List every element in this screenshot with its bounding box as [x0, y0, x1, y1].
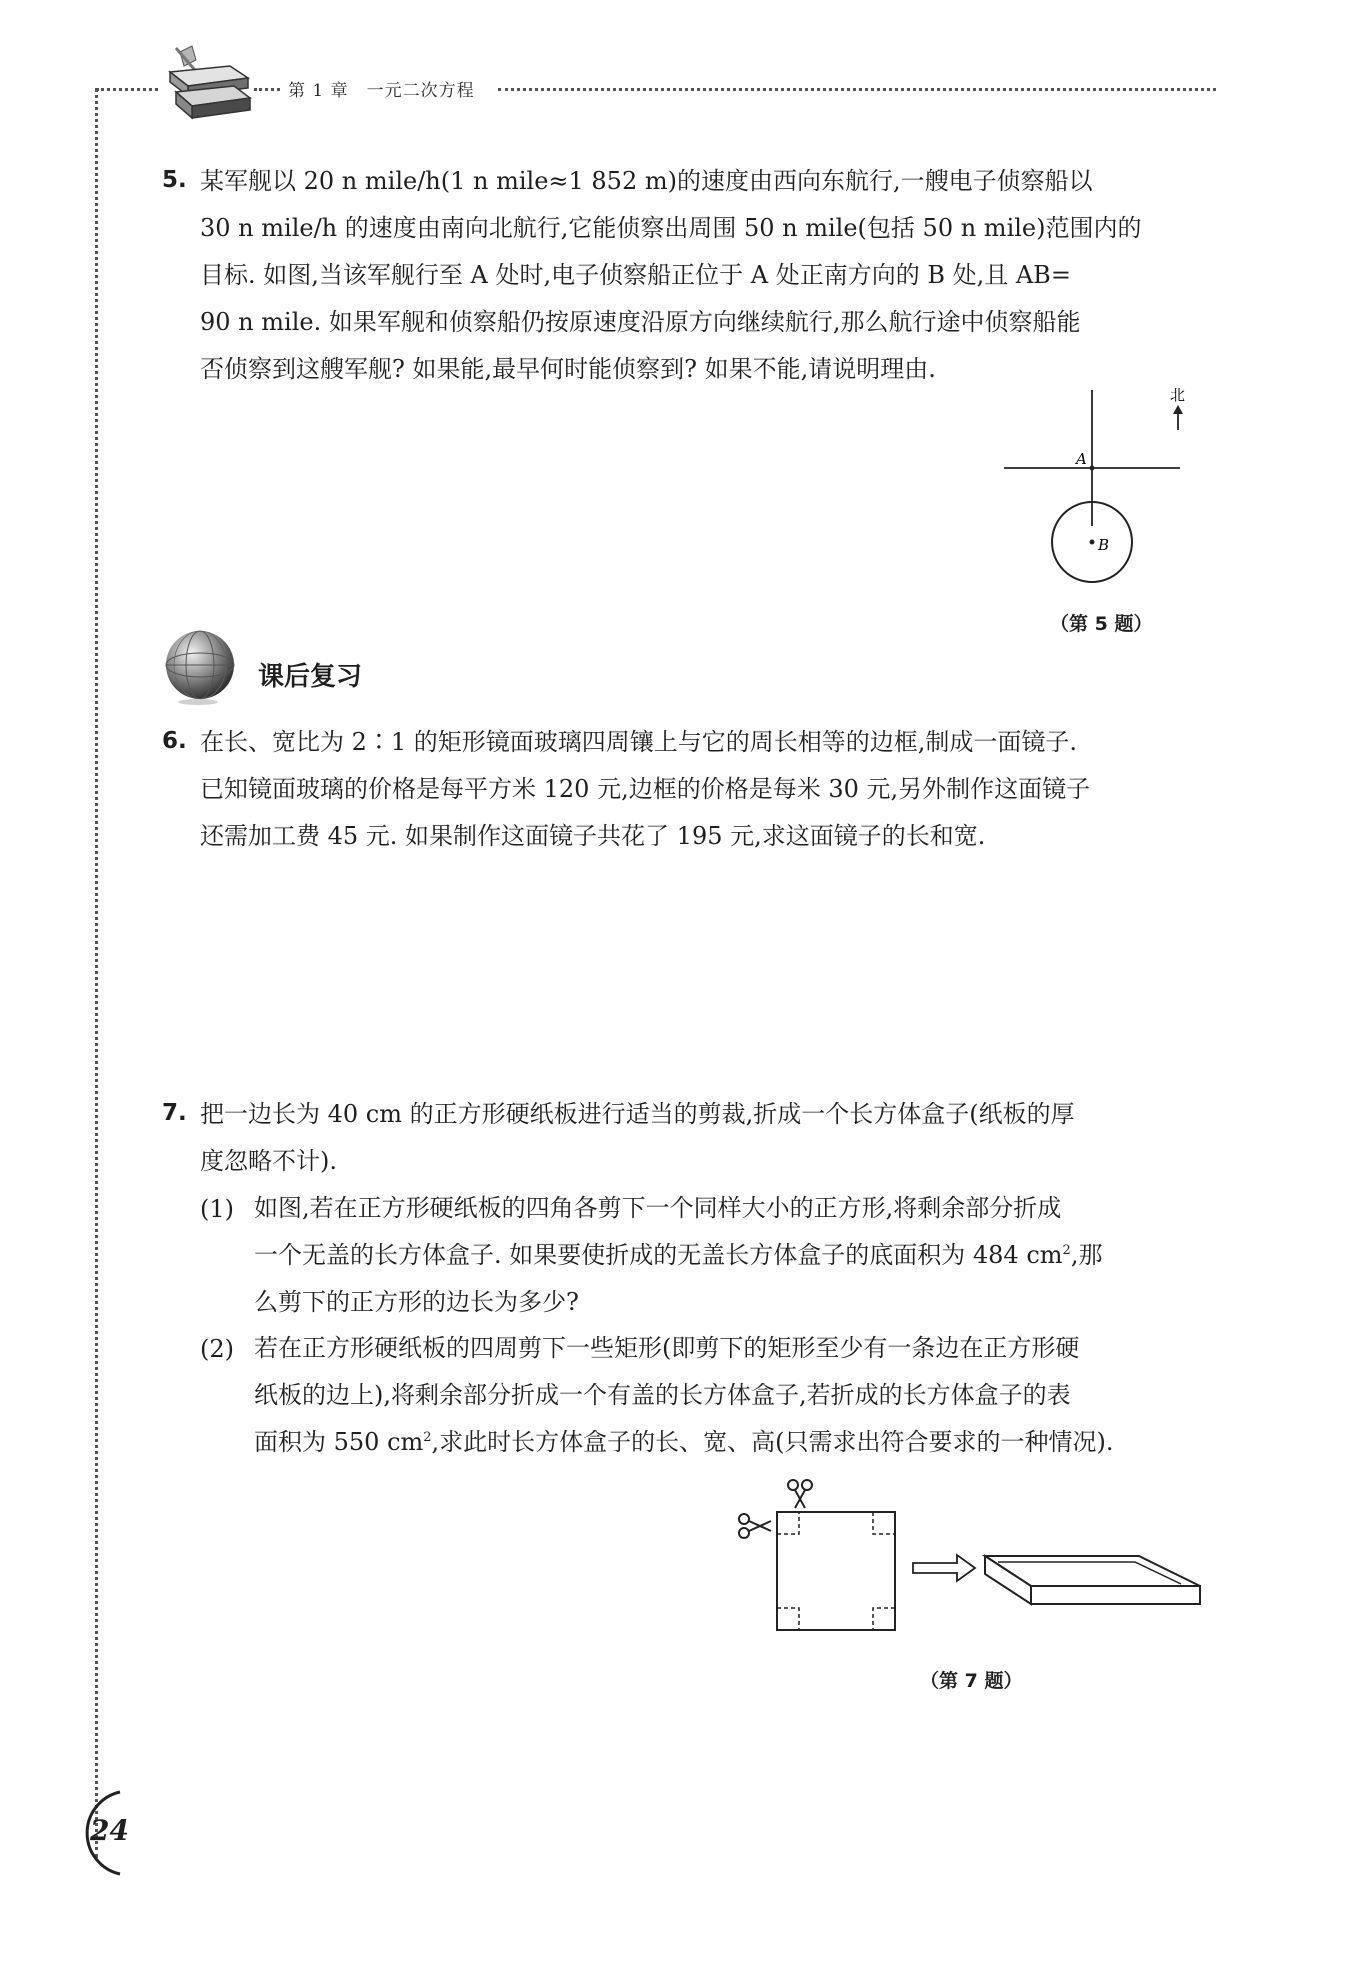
question-5-line: 90 n mile. 如果军舰和侦察船仍按原速度沿原方向继续航行,那么航行途中侦察船能 [200, 308, 1081, 336]
open-box [985, 1556, 1200, 1604]
question-6-line: 还需加工费 45 元. 如果制作这面镜子共花了 195 元,求这面镜子的长和宽. [200, 822, 986, 850]
header-dotted-line-short [254, 88, 280, 91]
question-7-line: 度忽略不计). [200, 1147, 337, 1175]
question-7-figure [735, 1476, 1215, 1656]
part-2-label: (2) [200, 1335, 234, 1363]
section-title: 课后复习 [258, 662, 363, 692]
figure-5-caption: （第 5 题） [1050, 613, 1153, 635]
question-5-figure [996, 378, 1196, 598]
question-6-line: 在长、宽比为 2∶1 的矩形镜面玻璃四周镶上与它的周长相等的边框,制成一面镜子. [200, 728, 1078, 756]
part-2-line: 纸板的边上),将剩余部分折成一个有盖的长方体盒子,若折成的长方体盒子的表 [254, 1381, 1071, 1409]
part-2-text [254, 1325, 1114, 1466]
point-a-label: A [1076, 450, 1087, 468]
header-dotted-line-left [96, 88, 158, 91]
scissors-icon [739, 1514, 771, 1538]
book-logo-icon [150, 42, 260, 124]
part-1-line: 么剪下的正方形的边长为多少? [254, 1288, 579, 1316]
question-5-line: 某军舰以 20 n mile/h(1 n mile≈1 852 m)的速度由西向东航行,一艘电子侦察船以 [200, 167, 1093, 195]
globe-icon [162, 628, 240, 706]
question-5-line: 目标. 如图,当该军舰行至 A 处时,电子侦察船正位于 A 处正南方向的 B 处,且 AB= [200, 261, 1071, 289]
square-cardboard [777, 1512, 895, 1630]
point-b-dot [1090, 540, 1095, 545]
question-6-line: 已知镜面玻璃的价格是每平方米 120 元,边框的价格是每米 30 元,另外制作这面镜子 [200, 775, 1091, 803]
question-6-number: 6. [162, 728, 187, 754]
question-5-text [200, 158, 1141, 393]
figure-7-caption: （第 7 题） [920, 1670, 1023, 1692]
question-5-number: 5. [162, 167, 187, 193]
part-1-text [254, 1185, 1102, 1326]
part-1-line: 一个无盖的长方体盒子. 如果要使折成的无盖长方体盒子的底面积为 484 $cm^2$,那 [254, 1241, 1103, 1269]
question-7-line: 把一边长为 40 cm 的正方形硬纸板进行适当的剪裁,折成一个长方体盒子(纸板的厚 [200, 1100, 1075, 1128]
page-number: 24 [90, 1814, 129, 1847]
north-label: 北 [1170, 386, 1186, 404]
question-6-text [200, 719, 1090, 860]
question-7-text [200, 1091, 1075, 1185]
point-a-dot [1090, 466, 1095, 471]
question-5-line: 否侦察到这艘军舰? 如果能,最早何时能侦察到? 如果不能,请说明理由. [200, 355, 936, 383]
question-5-line: 30 n mile/h 的速度由南向北航行,它能侦察出周围 50 n mile(包括 50 n mile)范围内的 [200, 214, 1142, 242]
part-2-line: 若在正方形硬纸板的四周剪下一些矩形(即剪下的矩形至少有一条边在正方形硬 [254, 1334, 1080, 1362]
part-2-line: 面积为 550 $cm^2$,求此时长方体盒子的长、宽、高(只需求出符合要求的一种情况). [254, 1428, 1114, 1456]
scissors-icon [788, 1480, 812, 1508]
question-7-number: 7. [162, 1100, 187, 1126]
part-1-line: 如图,若在正方形硬纸板的四角各剪下一个同样大小的正方形,将剩余部分折成 [254, 1194, 1062, 1222]
arrow-right-icon [913, 1555, 975, 1581]
part-1-label: (1) [200, 1195, 234, 1223]
header-dotted-line-right [498, 88, 1216, 91]
chapter-title: 第 1 章 一元二次方程 [288, 81, 475, 101]
point-b-label: B [1098, 536, 1110, 554]
border-dotted-line-vertical [95, 88, 98, 1858]
